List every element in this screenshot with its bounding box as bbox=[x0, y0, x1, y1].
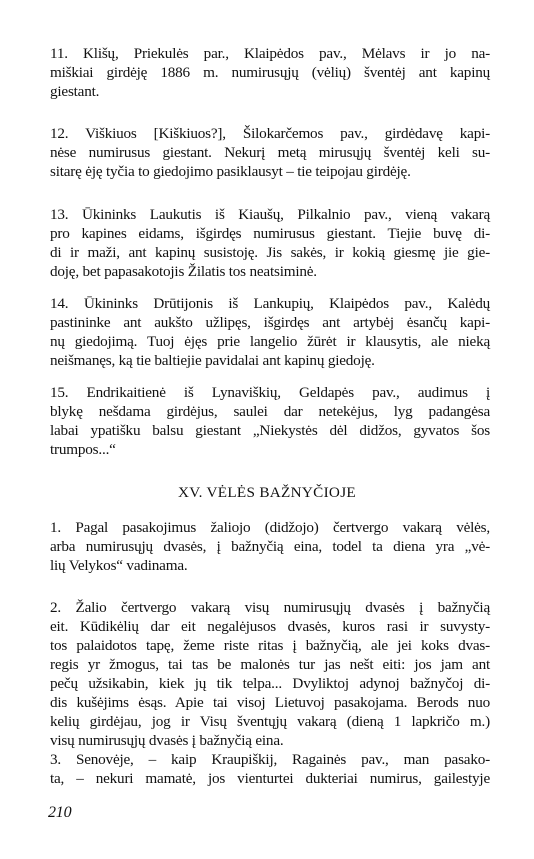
text-line: pastininke ant aukšto užlipęs, išgirdęs ant artybėj ėsančų kapi- bbox=[50, 314, 490, 331]
text-line: regis yr žmogus, tai tas be malonės tur jas nešt eiti: jos jam ant bbox=[50, 656, 490, 673]
text-line: 1. Pagal pasakojimus žaliojo (didžojo) čertvergo vakarą vėlės, bbox=[50, 519, 490, 536]
text-line: arba numirusųjų dvasės, į bažnyčią eina, todel ta diena yra „vė- bbox=[50, 538, 490, 555]
text-line: eit. Kūdikėlių dar eit negalėjusos dvasės, kuros rasi ir suvysty- bbox=[50, 618, 490, 635]
text-line: ta, – nekuri mamatė, jos vienturtei dukteriai numirus, gailestyje bbox=[50, 770, 490, 787]
text-line: visų numirusųjų dvasės į bažnyčią eina. bbox=[50, 732, 284, 749]
text-line: sitarę ėję tyčia to giedojimo pasiklausyt – tie teipojau girdėję. bbox=[50, 163, 411, 180]
text-line: kelių girdėjau, jog ir Visų šventųjų vakarą (dieną 1 lapkričo m.) bbox=[50, 713, 490, 730]
text-line: nėse numirusus giestant. Nekurį metą mirusųjų šventėj keli su- bbox=[50, 144, 490, 161]
text-line: trumpos...“ bbox=[50, 441, 116, 458]
text-line: neišmanęs, ką tie baltiejie pavidalai ant kapinų giedoję. bbox=[50, 352, 375, 369]
text-line: 3. Senovėje, – kaip Kraupiškij, Ragainės pav., man pasako- bbox=[50, 751, 490, 768]
section-heading: XV. VĖLĖS BAŽNYČIOJE bbox=[178, 484, 356, 501]
text-line: 13. Ūkininks Laukutis iš Kiaušų, Pilkalnio pav., vieną vakarą bbox=[50, 206, 490, 223]
text-line: lių Velykos“ vadinama. bbox=[50, 557, 188, 574]
text-line: tos palaidotos tapę, žeme riste ritas į bažnyčią, ale jei koks dvas- bbox=[50, 637, 490, 654]
text-line: 15. Endrikaitienė iš Lynaviškių, Geldapės pav., audimus į bbox=[50, 384, 490, 401]
text-line: labai ypatišku balsu giestant „Niekystės dėl didžos, gyvatos šos bbox=[50, 422, 490, 439]
text-line: nų giedojimą. Tuoj ėjęs prie langelio žūrėt ir klausytis, ale nieką bbox=[50, 333, 490, 350]
text-line: doję, bet papasakotojis Žilatis tos neatsiminė. bbox=[50, 263, 317, 280]
text-line: blykę nešdama girdėjus, saulei dar netekėjus, lyg padangėsa bbox=[50, 403, 490, 420]
page-number: 210 bbox=[48, 804, 72, 821]
text-line: pro kapines eidams, išgirdęs numirusus giestant. Tiejie buvę di- bbox=[50, 225, 490, 242]
text-line: pečų užsikabin, kiek jų tik telpa... Dvyliktoj adynoj bažnyčoj di- bbox=[50, 675, 490, 692]
text-line: 2. Žalio čertvergo vakarą visų numirusųjų dvasės į bažnyčią bbox=[50, 599, 490, 616]
text-line: 14. Ūkininks Drūtijonis iš Lankupių, Klaipėdos pav., Kalėdų bbox=[50, 295, 490, 312]
text-line: di ir maži, ant kapinų susistoję. Jis sakės, ir kokią giesmę jie gie- bbox=[50, 244, 490, 261]
text-line: miškiai girdėję 1886 m. numirusųjų (vėlių) šventėj ant kapinų bbox=[50, 64, 490, 81]
text-line: 12. Viškiuos [Kiškiuos?], Šilokarčemos pav., girdėdavę kapi- bbox=[50, 125, 490, 142]
text-line: dis kušėjims ėsąs. Apie tai visoj Lietuvoj pasakojama. Berods nuo bbox=[50, 694, 490, 711]
text-line: 11. Klišų, Priekulės par., Klaipėdos pav., Mėlavs ir jo na- bbox=[50, 45, 490, 62]
text-line: giestant. bbox=[50, 83, 100, 100]
